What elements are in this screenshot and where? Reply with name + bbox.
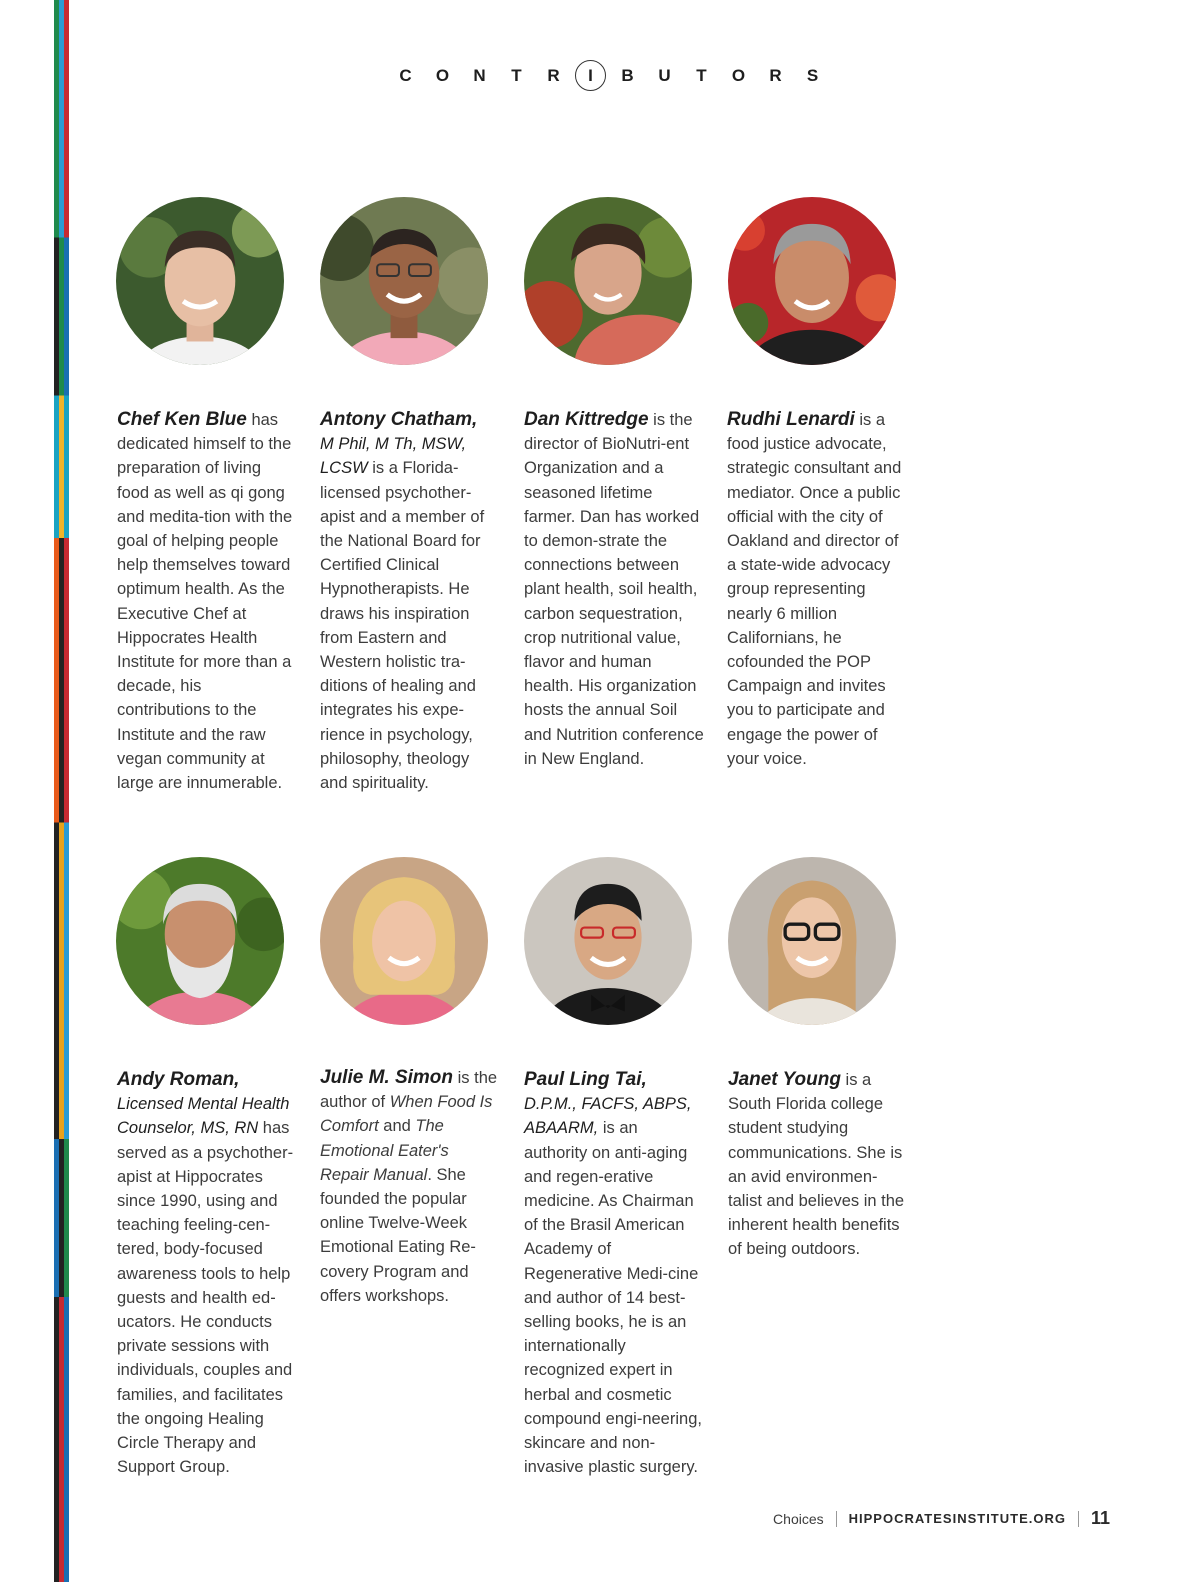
contributor-name: Paul Ling Tai, (524, 1069, 647, 1090)
contributor-credentials: D.P.M., FACFS, ABPS, ABAARM, (524, 1095, 692, 1138)
bio-andy-roman (117, 1068, 297, 1479)
contributor-name: Julie M. Simon (320, 1067, 454, 1088)
header-letter: N (473, 65, 486, 85)
header-letter: S (806, 65, 819, 85)
portrait-rudhi-lenardi (728, 197, 896, 365)
book-title: When Food Is Comfort (320, 1093, 493, 1136)
contributor-bio: is a Florida-licensed psychother-apist and a member of the National Board for Certified Clinical Hypnotherapists. He draws his inspiration from Eastern and Western holistic tra-ditions of healing and integrates his expe-rience in psychology, philosophy, theology and spirituality. (320, 459, 485, 793)
portrait-paul-ling-tai (524, 857, 692, 1025)
bio-rudhi-lenardi (727, 408, 907, 771)
publication-name: Choices (773, 1510, 824, 1527)
contributor-bio: is a South Florida college student studying communications. She is an avid environmen-talist and believes in the inherent health benefits of being outdoors. (728, 1071, 905, 1259)
contributor-name: Dan Kittredge (524, 409, 649, 430)
bio-janet-young (728, 1068, 908, 1262)
contributor-bio: and (378, 1117, 416, 1136)
divider (836, 1511, 837, 1527)
contributor-bio: . She founded the popular online Twelve-Week Emotional Eating Re-covery Program and offers workshops. (320, 1165, 476, 1305)
contributor-name: Andy Roman, (117, 1069, 240, 1090)
contributor-bio: is the author of (320, 1069, 498, 1112)
header-letter: B (621, 65, 634, 85)
bio-antony-chatham (320, 408, 500, 795)
contributor-bio: is a food justice advocate, strategic consultant and mediator. Once a public official with the city of Oakland and director of a state-wide advocacy group representing nearly 6 million Californians, he cofounded the POP Campaign and invites you to participate and engage the power of your voice. (727, 411, 902, 768)
portrait-ken-blue (116, 197, 284, 365)
header-letter: C (399, 65, 412, 85)
decorative-side-stripes (54, 0, 74, 1582)
header-letter-circled: I (575, 60, 606, 91)
bio-paul-ling-tai (524, 1068, 704, 1479)
contributor-bio: is an authority on anti-aging and regen-erative medicine. As Chairman of the Brasil American Academy of Regenerative Medi-cine and author of 14 best-selling books, he is an internationally recognized expert in herbal and cosmetic compound engi-neering, skincare and non-invasive plastic surgery. (524, 1119, 702, 1477)
page-footer (773, 1508, 1110, 1529)
divider (1078, 1511, 1079, 1527)
header-letter: O (435, 65, 450, 85)
contributor-name: Janet Young (728, 1069, 841, 1090)
portrait-dan-kittredge (524, 197, 692, 365)
header-letter: T (696, 65, 707, 85)
header-letter: U (658, 65, 671, 85)
portrait-andy-roman (116, 857, 284, 1025)
section-header (0, 60, 1200, 91)
contributor-bio: has served as a psychother-apist at Hippocrates since 1990, using and teaching feeling-cen-tered, body-focused awareness tools to help guests and health ed-ucators. He conducts private sessions with individuals, couples and families, and facilitates the ongoing Healing Circle Therapy and Support Group. (117, 1119, 294, 1477)
contributor-name: Rudhi Lenardi (727, 409, 855, 430)
header-letter: R (547, 65, 560, 85)
bio-ken-blue (117, 408, 297, 795)
book-title: The Emotional Eater's Repair Manual (320, 1117, 449, 1184)
header-letter: O (731, 65, 746, 85)
bio-dan-kittredge (524, 408, 704, 771)
contributor-bio: is the director of BioNutri-ent Organization and a seasoned lifetime farmer. Dan has worked to demon-strate the connections between plant health, soil health, carbon sequestration, crop nutritional value, flavor and human health. His organization hosts the annual Soil and Nutrition conference in New England. (524, 411, 704, 768)
contributor-name: Chef Ken Blue (117, 409, 247, 430)
header-letter: T (511, 65, 522, 85)
contributor-bio: has dedicated himself to the preparation of living food as well as qi gong and medita-tion with the goal of helping people help themselves toward optimum health. As the Executive Chef at Hippocrates Health Institute for more than a decade, his contributions to the Institute and the raw vegan community at large are innumerable. (117, 411, 293, 793)
page-number: 11 (1090, 1508, 1110, 1528)
portrait-janet-young (728, 857, 896, 1025)
header-letter: R (769, 65, 782, 85)
portrait-antony-chatham (320, 197, 488, 365)
website-link[interactable]: HIPPOCRATESINSTITUTE.ORG (848, 1511, 1066, 1526)
stripe (69, 0, 74, 1582)
contributor-credentials: Licensed Mental Health Counselor, MS, RN (117, 1095, 290, 1138)
contributor-name: Antony Chatham, (320, 409, 478, 430)
portrait-julie-simon (320, 857, 488, 1025)
bio-julie-simon (320, 1066, 500, 1308)
contributor-credentials: M Phil, M Th, MSW, LCSW (320, 435, 467, 478)
